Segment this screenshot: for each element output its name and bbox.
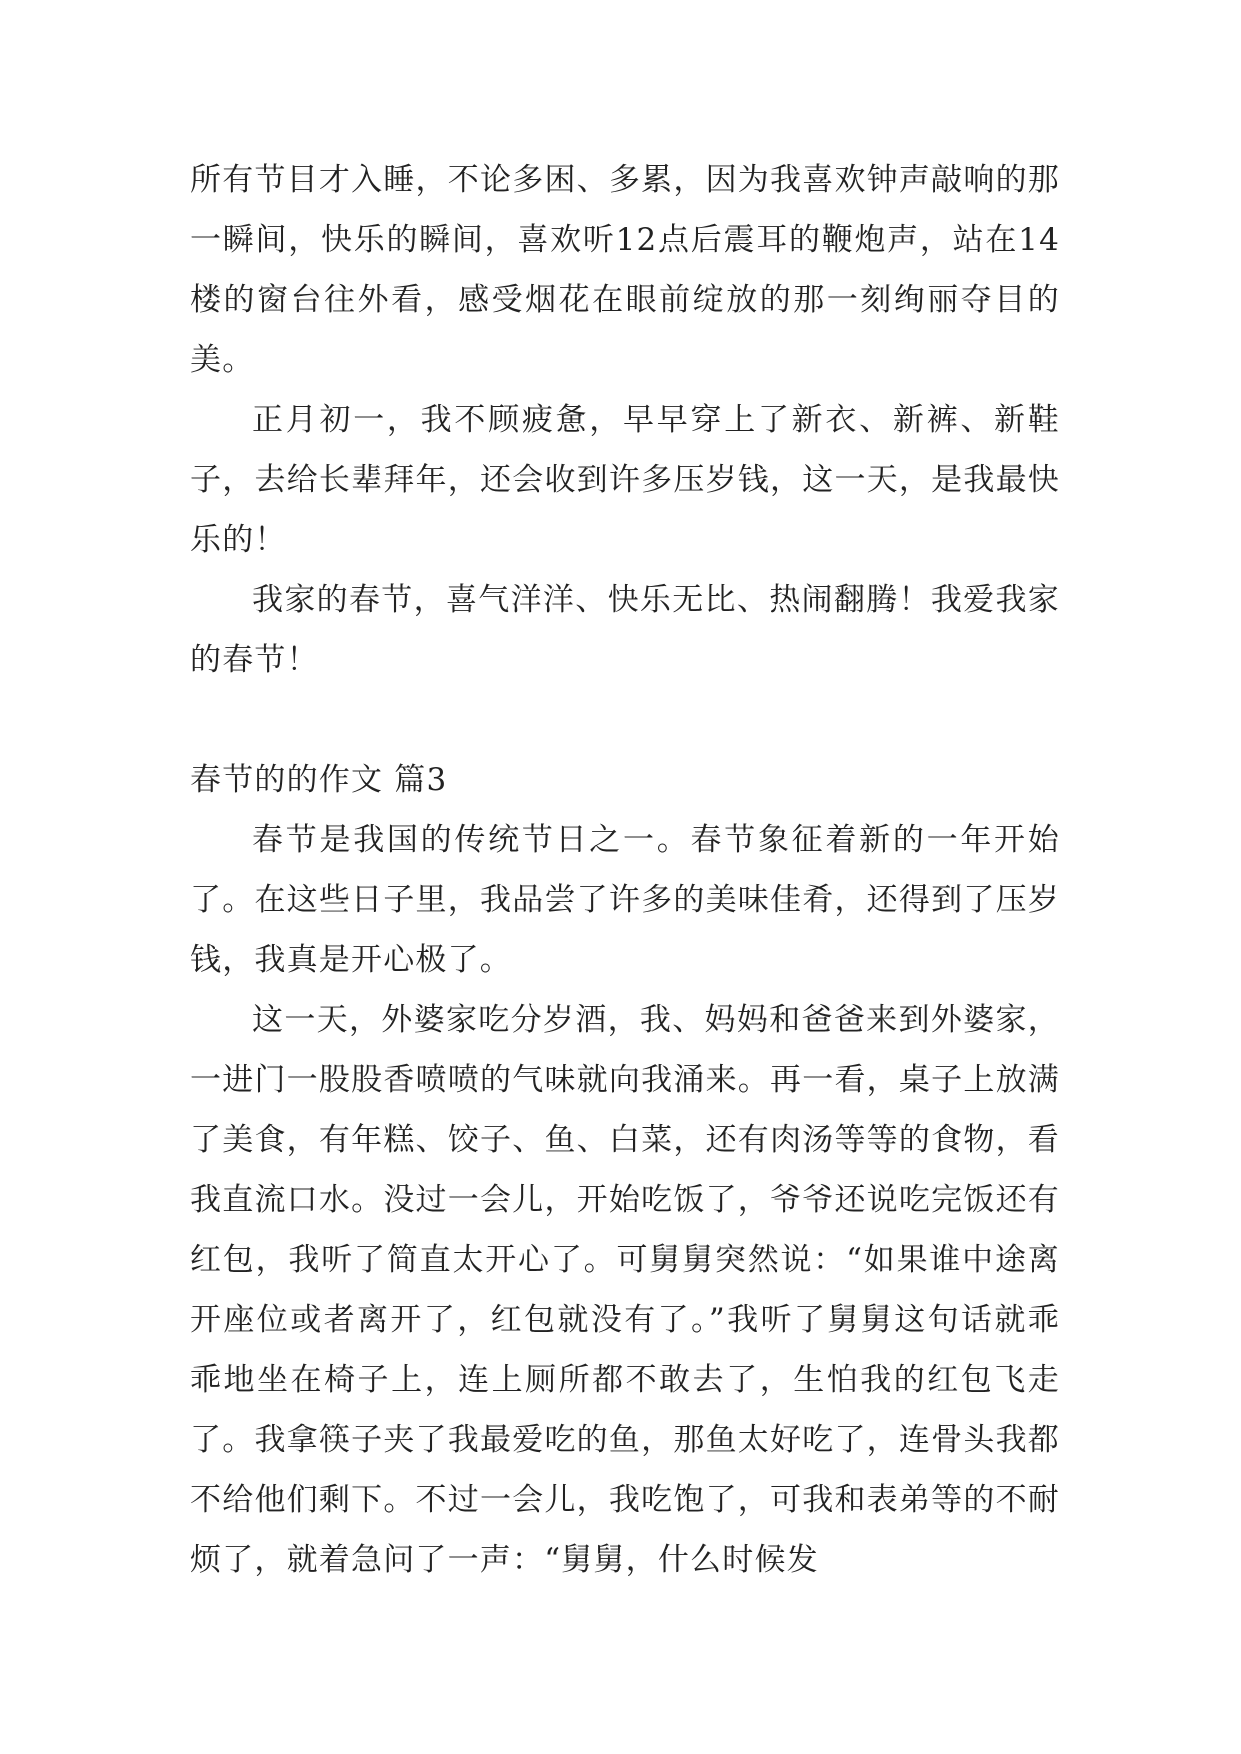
paragraph: 这一天，外婆家吃分岁酒，我、妈妈和爸爸来到外婆家，一进门一股股香喷喷的气味就向我涌来。再一看，桌子上放满了美食，有年糕、饺子、鱼、白菜，还有肉汤等等的食物，看我直流口水。没过一会儿，开始吃饭了，爷爷还说吃完饭还有红包，我听了简直太开心了。可舅舅突然说：“如果谁中途离开座位或者离开了，红包就没有了。”我听了舅舅这句话就乖乖地坐在椅子上，连上厕所都不敢去了，生怕我的红包飞走了。我拿筷子夹了我最爱吃的鱼，那鱼太好吃了，连骨头我都不给他们剩下。不过一会儿，我吃饱了，可我和表弟等的不耐烦了，就着急问了一声：“舅舅，什么时候发 — [190, 1002, 1060, 1578]
section-title: 春节的的作文 篇3 — [190, 762, 448, 798]
document-body — [190, 150, 1060, 1590]
paragraph: 春节是我国的传统节日之一。春节象征着新的一年开始了。在这些日子里，我品尝了许多的美味佳肴，还得到了压岁钱，我真是开心极了。 — [190, 822, 1060, 978]
paragraph: 所有节目才入睡，不论多困、多累，因为我喜欢钟声敲响的那一瞬间，快乐的瞬间，喜欢听12点后震耳的鞭炮声，站在14楼的窗台往外看，感受烟花在眼前绽放的那一刻绚丽夺目的美。 — [190, 162, 1060, 378]
paragraph: 正月初一，我不顾疲惫，早早穿上了新衣、新裤、新鞋子，去给长辈拜年，还会收到许多压岁钱，这一天，是我最快乐的！ — [190, 402, 1060, 558]
paragraph: 我家的春节，喜气洋洋、快乐无比、热闹翻腾！我爱我家的春节！ — [190, 582, 1060, 678]
